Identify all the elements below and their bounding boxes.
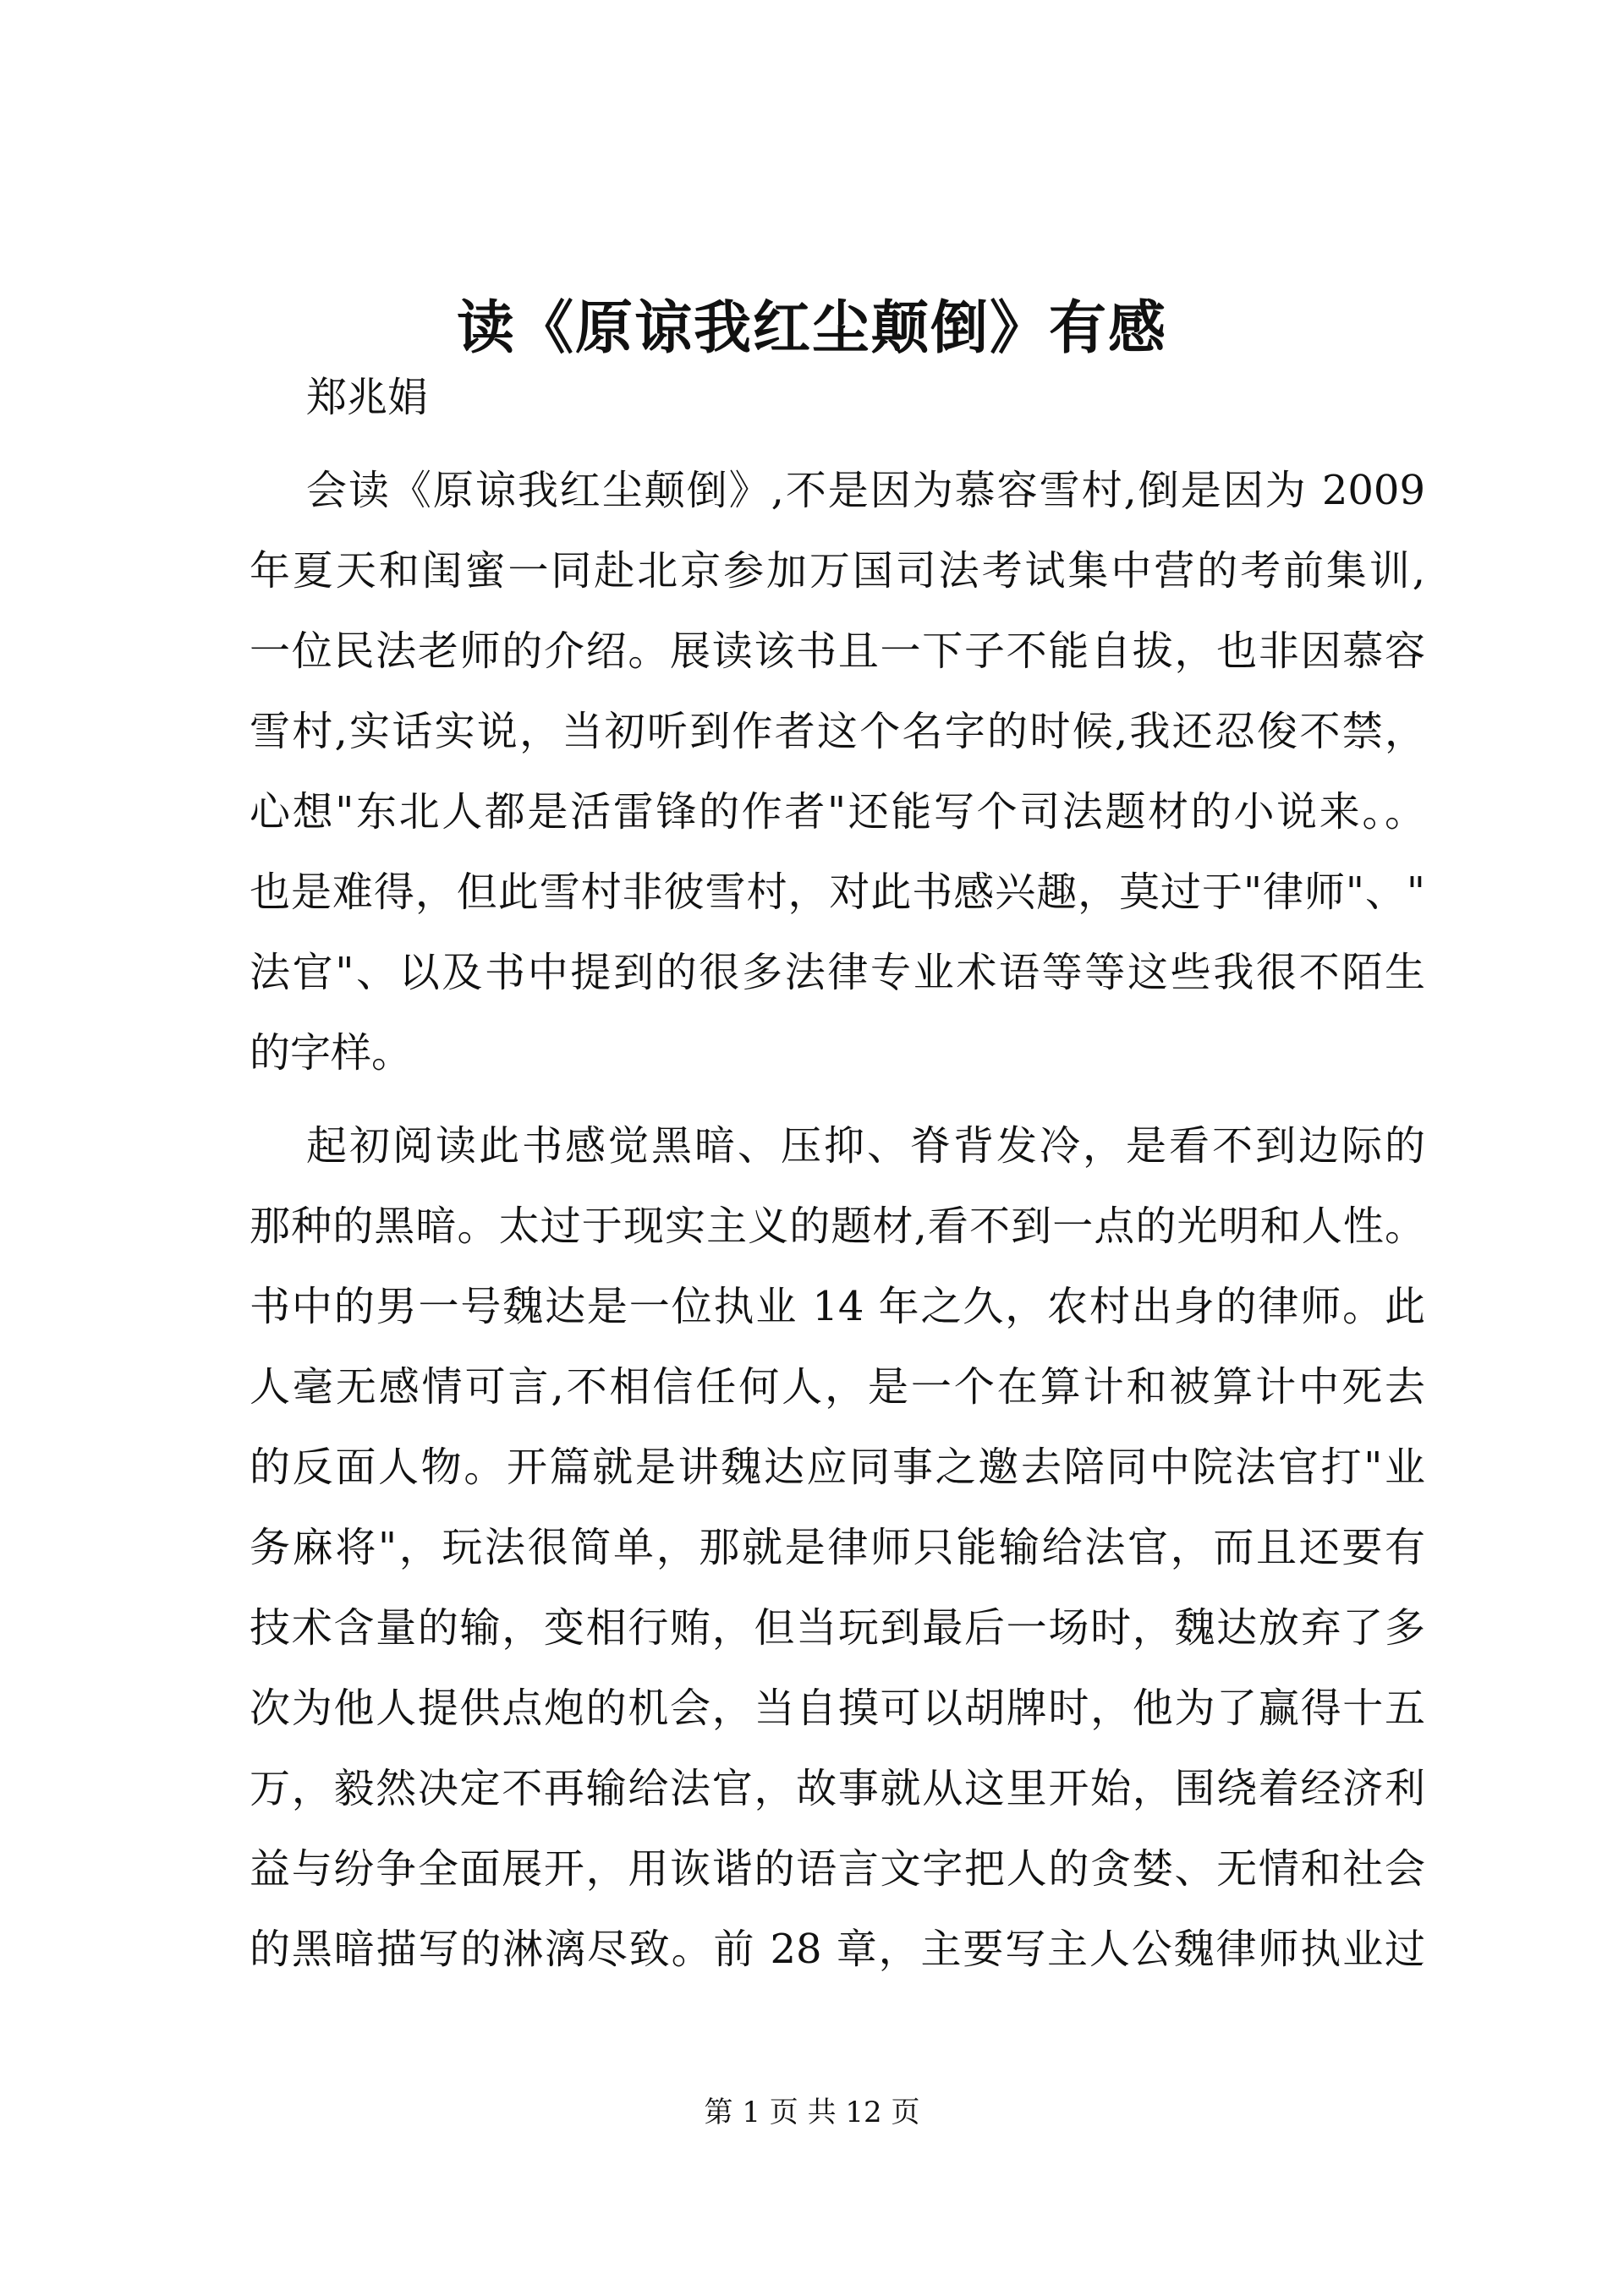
paragraph-line: 也是难得，但此雪村非彼雪村，对此书感兴趣，莫过于"律师"、" (250, 869, 1425, 916)
paragraph-line: 一位民法老师的介绍。展读该书且一下子不能自拔，也非因慕容 (250, 627, 1425, 675)
paragraph-line: 技术含量的输，变相行贿，但当玩到最后一场时，魏达放弃了多 (250, 1604, 1425, 1652)
paragraph-line: 心想"东北人都是活雷锋的作者"还能写个司法题材的小说来。。 (250, 788, 1425, 836)
paragraph-line: 年夏天和闺蜜一同赴北京参加万国司法考试集中营的考前集训, (250, 547, 1425, 595)
paragraph-line: 次为他人提供点炮的机会，当自摸可以胡牌时，他为了赢得十五 (250, 1685, 1425, 1732)
paragraph-line: 务麻将"，玩法很简单，那就是律师只能输给法官，而且还要有 (250, 1524, 1425, 1571)
paragraph-line: 的反面人物。开篇就是讲魏达应同事之邀去陪同中院法官打"业 (250, 1444, 1425, 1491)
page-footer: 第 1 页 共 12 页 (704, 2096, 920, 2129)
paragraph-line: 万，毅然决定不再输给法官，故事就从这里开始，围绕着经济利 (250, 1765, 1425, 1812)
paragraph-line: 法官"、以及书中提到的很多法律专业术语等等这些我很不陌生 (250, 949, 1425, 996)
paragraph-line: 会读《原谅我红尘颠倒》,不是因为慕容雪村,倒是因为 2009 (306, 467, 1425, 514)
paragraph-line: 书中的男一号魏达是一位执业 14 年之久，农村出身的律师。此 (250, 1283, 1425, 1330)
paragraph-line: 的黑暗描写的淋漓尽致。前 28 章，主要写主人公魏律师执业过 (250, 1926, 1425, 1973)
paragraph-line: 人毫无感情可言,不相信任何人，是一个在算计和被算计中死去 (250, 1363, 1425, 1411)
author-name: 郑兆娟 (306, 374, 429, 421)
paragraph-line: 起初阅读此书感觉黑暗、压抑、脊背发冷，是看不到边际的 (306, 1122, 1425, 1170)
paragraph-line: 益与纷争全面展开，用诙谐的语言文字把人的贪婪、无情和社会 (250, 1845, 1425, 1893)
paragraph-line: 雪村,实话实说，当初听到作者这个名字的时候,我还忍俊不禁， (250, 708, 1425, 755)
paragraph-line: 那种的黑暗。太过于现实主义的题材,看不到一点的光明和人性。 (250, 1203, 1425, 1250)
paragraph-line: 的字样。 (250, 1029, 413, 1077)
document-title: 读《原谅我红尘颠倒》有感 (456, 294, 1167, 362)
